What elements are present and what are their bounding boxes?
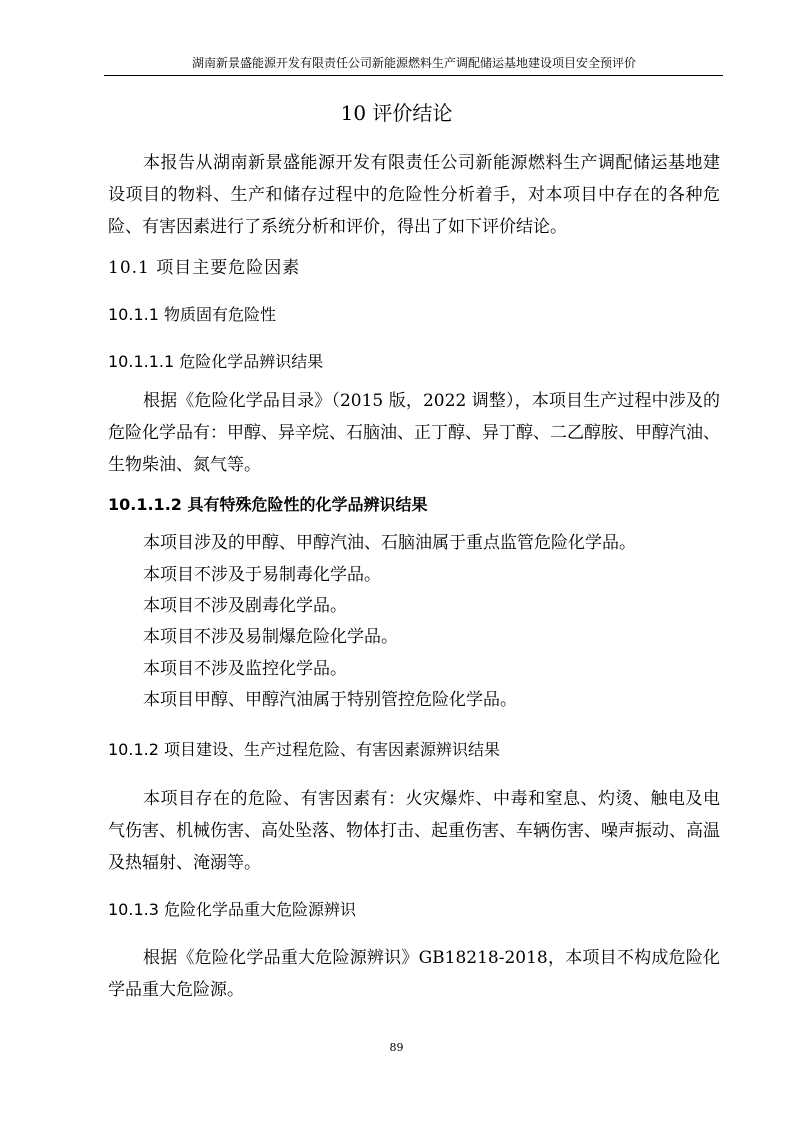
section-10-1-1-1-heading: 10.1.1.1 危险化学品辨识结果 [108,352,324,371]
section-10-1-1-2-line: 本项目不涉及监控化学品。 [143,659,347,679]
section-10-1-1-heading: 10.1.1 物质固有危险性 [108,305,276,324]
section-10-1-1-2-heading: 10.1.1.2 具有特殊危险性的化学品辨识结果 [108,495,428,514]
chapter-title: 10 评价结论 [340,101,453,125]
section-10-1-1-2-line: 本项目不涉及易制爆危险化学品。 [143,627,398,647]
section-10-1-2-paragraph: 本项目存在的危险、有害因素有：火灾爆炸、中毒和窒息、灼烫、触电及电气伤害、机械伤害、高处坠落、物体打击、起重伤害、车辆伤害、噪声振动、高温及热辐射、淹溺等。 [108,789,720,873]
chapter-intro-paragraph: 本报告从湖南新景盛能源开发有限责任公司新能源燃料生产调配储运基地建设项目的物料、生产和储存过程中的危险性分析着手，对本项目中存在的各种危险、有害因素进行了系统分析和评价，得出了如下评价结论。 [108,153,720,237]
section-10-1-1-2-line: 本项目甲醇、甲醇汽油属于特别管控危险化学品。 [143,690,517,710]
header-rule [104,75,723,76]
section-10-1-3-heading: 10.1.3 危险化学品重大危险源辨识 [108,900,356,919]
section-10-1-1-2-line: 本项目不涉及剧毒化学品。 [143,596,347,616]
page-number: 89 [389,1041,404,1054]
section-10-1-1-2-line: 本项目涉及的甲醇、甲醇汽油、石脑油属于重点监管危险化学品。 [143,533,636,553]
section-10-1-3-paragraph: 根据《危险化学品重大危险源辨识》GB18218-2018，本项目不构成危险化学品重大危险源。 [108,948,720,1000]
page-header: 湖南新景盛能源开发有限责任公司新能源燃料生产调配储运基地建设项目安全预评价 [191,56,636,70]
section-10-1-2-heading: 10.1.2 项目建设、生产过程危险、有害因素源辨识结果 [108,740,500,759]
section-10-1-1-2-line: 本项目不涉及于易制毒化学品。 [143,565,381,585]
section-10-1-heading: 10.1 项目主要危险因素 [108,258,301,278]
section-10-1-1-1-paragraph: 根据《危险化学品目录》（2015 版，2022 调整），本项目生产过程中涉及的危险化学品有：甲醇、异辛烷、石脑油、正丁醇、异丁醇、二乙醇胺、甲醇汽油、生物柴油、氮气等。 [108,391,720,475]
